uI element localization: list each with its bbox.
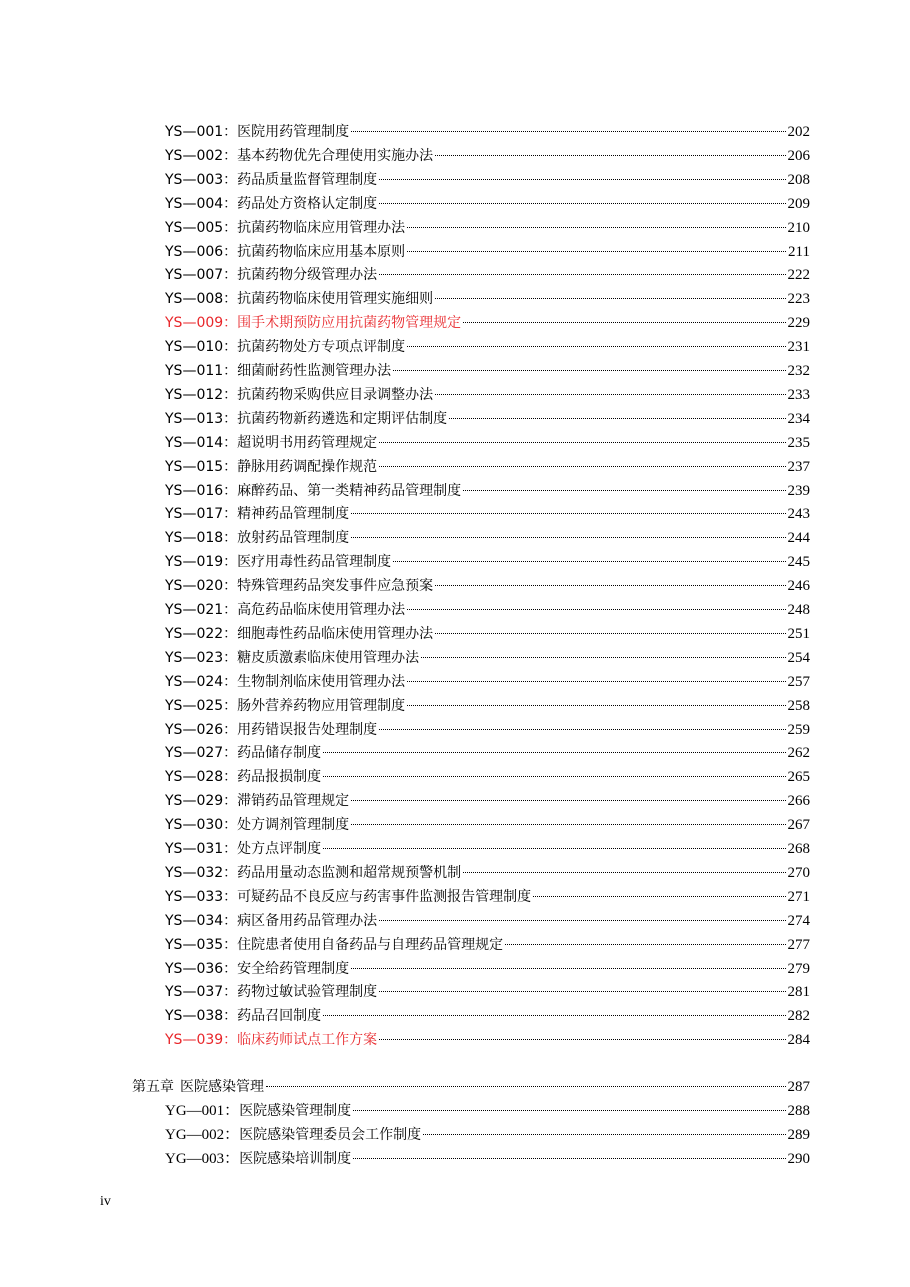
toc-entry-code: YS—021: [165, 602, 224, 618]
toc-entry-separator: ：: [223, 721, 238, 738]
toc-entry-title: 抗菌药物临床使用管理实施细则: [237, 291, 434, 308]
toc-entry[interactable]: [165, 622, 810, 646]
toc-entry[interactable]: [165, 263, 810, 287]
toc-entry-page: 279: [787, 960, 810, 977]
toc-entry-title: 肠外营养药物应用管理制度: [237, 697, 406, 714]
toc-entry-leader: [379, 273, 785, 275]
toc-entry-page: 258: [787, 697, 810, 714]
toc-entry-code: YS—032: [165, 864, 224, 881]
toc-entry[interactable]: [165, 383, 810, 407]
toc-entry-separator: ：: [223, 960, 238, 977]
toc-entry-separator: ：: [224, 1103, 240, 1119]
toc-entry[interactable]: [165, 431, 810, 455]
toc-entry-code: YS—039: [165, 1032, 224, 1049]
toc-entry-separator: ：: [223, 171, 238, 188]
toc-entry-title: 药品处方资格认定制度: [237, 195, 378, 212]
toc-entry-code: YS—007: [165, 267, 224, 284]
toc-entry-leader: [407, 250, 786, 252]
chapter-page: 287: [787, 1079, 810, 1096]
toc-entry[interactable]: [165, 885, 810, 909]
toc-entry-leader: [379, 990, 785, 992]
toc-entry-code: YS—035: [165, 936, 224, 953]
toc-entry-page: 266: [787, 793, 810, 810]
toc-entry-code: YS—023: [165, 649, 224, 666]
toc-entry-title: 住院患者使用自备药品与自理药品管理规定: [237, 936, 504, 953]
toc-entry[interactable]: [165, 168, 810, 192]
toc-entry-code: YS—005: [165, 219, 224, 236]
toc-entry-title: 医院感染管理委员会工作制度: [239, 1126, 422, 1143]
toc-entry-code: YS—028: [165, 769, 224, 786]
toc-entry-page: 232: [787, 363, 810, 379]
toc-entry-code: YG—001: [165, 1103, 225, 1119]
toc-entry-separator: ：: [223, 506, 238, 523]
toc-entry-title: 药品召回制度: [237, 1008, 322, 1025]
toc-entry[interactable]: [165, 765, 810, 789]
toc-entry[interactable]: [165, 813, 810, 837]
toc-entry-title: 抗菌药物采购供应目录调整办法: [237, 386, 434, 403]
toc-entry-leader: [435, 632, 785, 634]
toc-entry-separator: ：: [223, 410, 238, 427]
toc-entry-page: 289: [787, 1126, 810, 1143]
toc-entry-separator: ：: [223, 888, 238, 905]
toc-entry[interactable]: [165, 980, 810, 1004]
toc-entry-page: 254: [787, 649, 810, 666]
toc-entry-code: YS—038: [165, 1008, 224, 1025]
toc-entry-title: 医疗用毒性药品管理制度: [237, 554, 392, 571]
toc-entry-code: YS—015: [165, 458, 224, 475]
toc-entry-title: 抗菌药物临床应用基本原则: [237, 243, 406, 260]
toc-entry[interactable]: [165, 550, 810, 574]
toc-entry-leader: [353, 1109, 785, 1111]
toc-entry[interactable]: [165, 837, 810, 861]
toc-entry-code: YS—037: [165, 984, 224, 1001]
toc-entry-separator: ：: [223, 649, 238, 666]
toc-entry-page: 277: [787, 936, 810, 953]
toc-entry[interactable]: [165, 407, 810, 431]
toc-entry[interactable]: [165, 240, 810, 264]
toc-entry-code: YS—002: [165, 147, 224, 164]
toc-entry-leader: [351, 536, 785, 538]
toc-entry[interactable]: [165, 670, 810, 694]
toc-entry-leader: [449, 417, 785, 419]
toc-entry-title: 放射药品管理制度: [237, 530, 350, 547]
toc-entry-leader: [423, 1133, 785, 1135]
toc-entry-code: YS—027: [165, 745, 224, 762]
toc-entry-separator: ：: [223, 147, 238, 164]
page-footer-number: iv: [100, 1194, 111, 1209]
toc-entry-separator: ：: [223, 315, 238, 332]
toc-entry-leader: [463, 871, 785, 873]
toc-entry[interactable]: [165, 359, 810, 383]
toc-entry-leader: [435, 297, 785, 299]
toc-entry-code: YS—010: [165, 339, 224, 356]
toc-entry-separator: ：: [223, 841, 238, 857]
toc-entry[interactable]: [165, 311, 810, 335]
toc-entry[interactable]: [165, 1147, 810, 1171]
toc-entry-leader: [379, 465, 785, 467]
toc-entry-page: 245: [787, 554, 810, 571]
toc-entry-leader: [351, 799, 785, 801]
toc-entry-page: 270: [787, 864, 810, 881]
toc-entry[interactable]: [165, 335, 810, 359]
toc-entry-separator: ：: [223, 386, 238, 403]
toc-entry[interactable]: [165, 741, 810, 765]
toc-entry-title: 医院用药管理制度: [237, 124, 350, 140]
toc-entry-separator: ：: [223, 458, 238, 475]
toc-entry-code: YS—006: [165, 243, 224, 260]
toc-entry-separator: ：: [223, 219, 238, 236]
toc-entry-title: 抗菌药物分级管理办法: [237, 267, 378, 284]
toc-entry-title: 安全给药管理制度: [237, 960, 350, 977]
toc-entry-leader: [379, 728, 785, 730]
toc-entry-leader: [323, 1014, 785, 1016]
toc-entry[interactable]: [165, 120, 810, 144]
toc-entry-title: 药品用量动态监测和超常规预警机制: [237, 864, 462, 881]
toc-entry-title: 用药错误报告处理制度: [237, 721, 378, 738]
toc-entry-code: YS—017: [165, 506, 224, 523]
toc-entry-leader: [323, 751, 785, 753]
toc-entry-separator: ：: [223, 124, 238, 140]
toc-entry-page: 237: [787, 458, 810, 475]
toc-entry-separator: ：: [223, 339, 238, 356]
toc-entry[interactable]: [165, 455, 810, 479]
toc-entry-leader: [323, 775, 785, 777]
toc-entry[interactable]: [165, 1004, 810, 1028]
toc-entry-leader: [505, 943, 785, 945]
toc-entry-title: 药品储存制度: [237, 745, 322, 762]
toc-entry-leader: [351, 967, 785, 969]
toc-entry-separator: ：: [223, 984, 238, 1001]
toc-entry-page: 257: [787, 673, 810, 690]
toc-entry-separator: ：: [223, 530, 238, 547]
toc-entry-title: 静脉用药调配操作规范: [237, 458, 378, 475]
toc-entry-code: YS—033: [165, 888, 224, 905]
toc-entry-code: YS—022: [165, 625, 224, 642]
toc-entry-page: 284: [787, 1032, 810, 1049]
toc-entry-separator: ：: [223, 625, 238, 642]
toc-entry-page: 265: [787, 769, 810, 786]
toc-entry[interactable]: [165, 789, 810, 813]
toc-entry-separator: ：: [223, 673, 238, 690]
toc-entry-code: YS—029: [165, 793, 224, 810]
toc-entry-page: 234: [787, 410, 810, 427]
toc-entry-page: 209: [787, 195, 810, 212]
toc-entry-leader: [463, 321, 785, 323]
toc-entry-title: 医院感染培训制度: [239, 1150, 352, 1167]
toc-entry-leader: [379, 202, 785, 204]
toc-entry-code: YS—036: [165, 960, 224, 977]
toc-entry-title: 处方点评制度: [237, 841, 322, 857]
toc-entry-separator: ：: [224, 1126, 240, 1143]
toc-entry-page: 274: [787, 912, 810, 929]
toc-entry-leader: [435, 393, 785, 395]
toc-entry-title: 精神药品管理制度: [237, 506, 350, 523]
toc-entry-title: 糖皮质激素临床使用管理办法: [237, 649, 420, 666]
toc-entry[interactable]: [165, 574, 810, 598]
toc-entry-code: YS—025: [165, 697, 224, 714]
toc-entry[interactable]: [165, 957, 810, 981]
toc-entry-leader: [379, 178, 785, 180]
toc-entry-title: 生物制剂临床使用管理办法: [237, 673, 406, 690]
toc-entry-leader: [351, 130, 785, 132]
toc-entry-page: 206: [787, 147, 810, 164]
toc-entry-leader: [407, 226, 785, 228]
toc-entry-title: 药物过敏试验管理制度: [237, 984, 378, 1001]
toc-entry-separator: ：: [224, 1150, 240, 1167]
toc-entry-code: YS—013: [165, 410, 224, 427]
toc-entry-separator: ：: [223, 864, 238, 881]
toc-entry-separator: ：: [223, 936, 238, 953]
toc-entry-code: YS—034: [165, 912, 224, 929]
toc-entry-separator: ：: [223, 554, 238, 571]
toc-entry-page: 235: [787, 434, 810, 451]
toc-entry-page: 239: [787, 482, 810, 499]
toc-entry-code: YS—012: [165, 386, 224, 403]
toc-entry-separator: ：: [223, 363, 238, 379]
toc-entry-code: YS—008: [165, 291, 224, 308]
toc-entry[interactable]: [165, 1028, 810, 1052]
toc-entry-leader: [393, 560, 785, 562]
toc-entry-title: 细菌耐药性监测管理办法: [237, 363, 392, 379]
toc-entry-page: 288: [787, 1103, 810, 1119]
toc-entry-title: 药品报损制度: [237, 769, 322, 786]
toc-entry-page: 251: [787, 625, 810, 642]
toc-entry[interactable]: [165, 861, 810, 885]
toc-entry-page: 223: [787, 291, 810, 308]
toc-entry-page: 231: [787, 339, 810, 356]
toc-entry-leader: [323, 847, 785, 849]
toc-entry-separator: ：: [223, 793, 238, 810]
toc-entry-code: YS—030: [165, 817, 224, 834]
toc-entry-title: 细胞毒性药品临床使用管理办法: [237, 625, 434, 642]
toc-entry-separator: ：: [223, 1032, 238, 1049]
toc-entry-code: YS—016: [165, 482, 224, 499]
toc-entry-separator: ：: [223, 291, 238, 308]
toc-entry[interactable]: [165, 933, 810, 957]
toc-entry-separator: ：: [223, 912, 238, 929]
toc-entry-leader: [379, 1038, 785, 1040]
toc-entry-title: 超说明书用药管理规定: [237, 434, 378, 451]
toc-entry-separator: ：: [223, 817, 238, 834]
toc-chapter-heading[interactable]: [132, 1075, 810, 1099]
toc-entry-code: YG—003: [165, 1150, 225, 1167]
toc-entry-separator: ：: [223, 602, 238, 618]
toc-entry[interactable]: [165, 909, 810, 933]
toc-entry-separator: ：: [223, 243, 238, 260]
toc-entry-code: YS—018: [165, 530, 224, 547]
toc-entry-code: YS—020: [165, 578, 224, 595]
toc-entry-title: 滞销药品管理规定: [237, 793, 350, 810]
toc-entry-separator: ：: [223, 434, 238, 451]
toc-entry[interactable]: [165, 1123, 810, 1147]
toc-entry-page: 282: [787, 1008, 810, 1025]
toc-entry-leader: [351, 512, 785, 514]
toc-entry-page: 267: [787, 817, 810, 834]
toc-entry[interactable]: [165, 216, 810, 240]
toc-entry-leader: [533, 895, 785, 897]
toc-entry[interactable]: [165, 192, 810, 216]
toc-entry-leader: [407, 704, 785, 706]
toc-entry-page: 259: [787, 721, 810, 738]
toc-entry-code: YS—019: [165, 554, 224, 571]
toc-entry-leader: [353, 1157, 785, 1159]
toc-entry-title: 麻醉药品、第一类精神药品管理制度: [237, 482, 462, 499]
toc-entry-code: YS—004: [165, 195, 224, 212]
toc-entry-page: 244: [787, 530, 810, 547]
toc-entry-page: 268: [787, 841, 810, 857]
toc-entry[interactable]: [165, 646, 810, 670]
toc-entry-title: 临床药师试点工作方案: [237, 1032, 378, 1049]
toc-entry-code: YS—011: [165, 363, 224, 379]
toc-entry-separator: ：: [223, 697, 238, 714]
toc-entry[interactable]: [165, 718, 810, 742]
toc-entry-page: 202: [787, 124, 810, 140]
chapter-title: 医院感染管理: [180, 1079, 264, 1096]
toc-entry-title: 特殊管理药品突发事件应急预案: [237, 578, 434, 595]
toc-entry-title: 基本药物优先合理使用实施办法: [237, 147, 434, 164]
toc-entry-title: 病区备用药品管理办法: [237, 912, 378, 929]
toc-entry-code: YS—031: [165, 841, 224, 857]
toc-entry-page: 290: [787, 1150, 810, 1167]
toc-entry-code: YG—002: [165, 1126, 225, 1143]
toc-entry-leader: [407, 345, 785, 347]
toc-entry-leader: [379, 919, 785, 921]
toc-entry-separator: ：: [223, 482, 238, 499]
toc-entry-title: 围手术期预防应用抗菌药物管理规定: [237, 315, 462, 332]
toc-entry[interactable]: [165, 502, 810, 526]
toc-entry-leader: [266, 1085, 786, 1087]
toc-entry-leader: [435, 584, 785, 586]
toc-entry-page: 281: [787, 984, 810, 1001]
toc-entry-separator: ：: [223, 745, 238, 762]
toc-entry-code: YS—003: [165, 171, 224, 188]
toc-entry-leader: [351, 823, 785, 825]
toc-entry-leader: [435, 154, 785, 156]
toc-entry-leader: [393, 369, 785, 371]
toc-entry-code: YS—026: [165, 721, 224, 738]
toc-entry-code: YS—024: [165, 673, 224, 690]
toc-entry-page: 262: [787, 745, 810, 762]
toc-entry-leader: [463, 489, 785, 491]
toc-entry[interactable]: [165, 598, 810, 622]
toc-entry-page: 233: [787, 386, 810, 403]
toc-entry-code: YS—009: [165, 315, 224, 332]
toc-entry-title: 处方调剂管理制度: [237, 817, 350, 834]
toc-entry-page: 208: [787, 171, 810, 188]
toc-entry-leader: [421, 656, 785, 658]
toc-entry-page: 246: [787, 578, 810, 595]
toc-entry-page: 248: [787, 602, 810, 618]
chapter-label: 第五章: [132, 1079, 174, 1096]
toc-entry-title: 医院感染管理制度: [239, 1103, 352, 1119]
toc-entry-code: YS—014: [165, 434, 224, 451]
toc-entry-title: 抗菌药物处方专项点评制度: [237, 339, 406, 356]
toc-entry[interactable]: [165, 144, 810, 168]
toc-entry[interactable]: [165, 526, 810, 550]
toc-entry-title: 可疑药品不良反应与药害事件监测报告管理制度: [237, 888, 532, 905]
toc-entry[interactable]: [165, 479, 810, 503]
toc-entry-code: YS—001: [165, 124, 224, 140]
toc-entry-leader: [407, 680, 785, 682]
toc-entry-page: 222: [787, 267, 810, 284]
toc-entry-title: 高危药品临床使用管理办法: [237, 602, 406, 618]
toc-entry-page: 210: [787, 219, 810, 236]
toc-entry[interactable]: [165, 287, 810, 311]
toc-entry-page: 229: [787, 315, 810, 332]
toc-entry[interactable]: [165, 1099, 810, 1123]
toc-entry-separator: ：: [223, 578, 238, 595]
toc-entry-title: 抗菌药物临床应用管理办法: [237, 219, 406, 236]
toc-entry-separator: ：: [223, 1008, 238, 1025]
toc-entry-page: 211: [788, 243, 810, 260]
toc-entry-page: 243: [787, 506, 810, 523]
toc-entry-leader: [407, 608, 785, 610]
toc-entry-title: 药品质量监督管理制度: [237, 171, 378, 188]
toc-entry-separator: ：: [223, 267, 238, 284]
toc-entry-leader: [379, 441, 785, 443]
toc-entry-page: 271: [787, 888, 810, 905]
toc-entry-separator: ：: [223, 769, 238, 786]
toc-entry[interactable]: [165, 694, 810, 718]
toc-entry-separator: ：: [223, 195, 238, 212]
toc-entry-title: 抗菌药物新药遴选和定期评估制度: [237, 410, 448, 427]
